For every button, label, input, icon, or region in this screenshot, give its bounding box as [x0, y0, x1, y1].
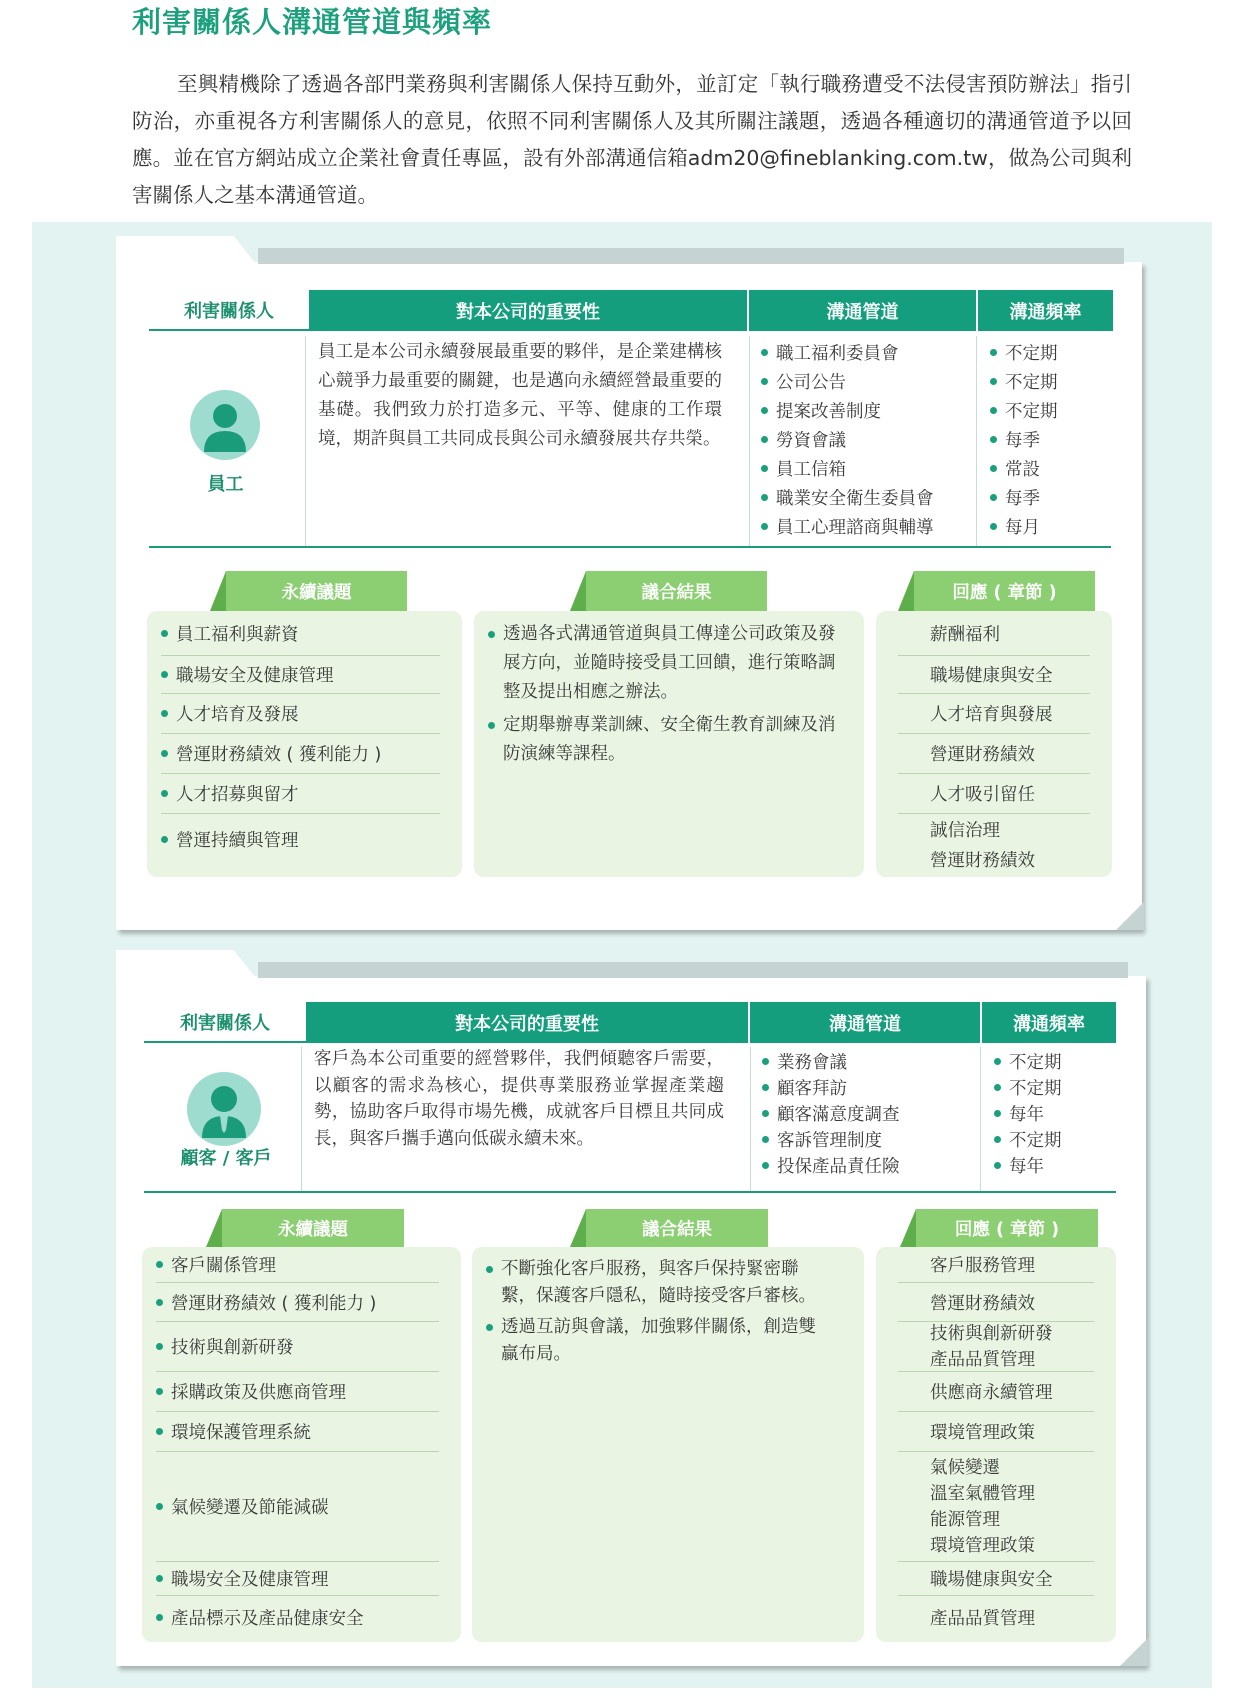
- response-item: 人才培育與發展: [898, 694, 1090, 734]
- response-group: [898, 1322, 1094, 1372]
- column-divider: [980, 1047, 981, 1191]
- channel-item: 勞資會議: [761, 425, 973, 454]
- header-importance: 對本公司的重要性: [306, 1002, 748, 1043]
- tab-wedge: [570, 1209, 586, 1247]
- column-divider: [305, 336, 306, 546]
- issues-box: [147, 611, 462, 877]
- frequency-item: 不定期: [994, 1048, 1114, 1074]
- issue-item: 營運持續與管理: [161, 814, 440, 864]
- row-divider: [144, 1191, 1116, 1193]
- channel-item: 顧客拜訪: [762, 1074, 976, 1100]
- channel-item: 顧客滿意度調查: [762, 1100, 976, 1126]
- response-item: 職場健康與安全: [898, 656, 1090, 694]
- page-title: 利害關係人溝通管道與頻率: [132, 5, 493, 39]
- channel-item: 員工信箱: [761, 454, 973, 483]
- channel-list: [762, 1048, 976, 1178]
- issue-item: 環境保護管理系統: [156, 1412, 439, 1452]
- importance-text: 員工是本公司永續發展最重要的夥伴，是企業建構核心競爭力最重要的關鍵，也是邁向永續經營最重要的基礎。我們致力於打造多元、平等、健康的工作環境，期許與員工共同成長與公司永續發展共存共榮。: [318, 342, 722, 449]
- frequency-item: 不定期: [990, 367, 1110, 396]
- row-divider: [149, 546, 1111, 548]
- response-item: 營運財務績效: [898, 1283, 1094, 1322]
- response-item: 誠信治理: [930, 820, 1000, 841]
- issues-box: [142, 1247, 461, 1642]
- response-item: 環境管理政策: [930, 1535, 1035, 1556]
- response-tab: 回應 ( 章節 ): [916, 1209, 1098, 1247]
- issue-item: 營運財務績效 ( 獲利能力 ): [156, 1283, 439, 1322]
- response-item: 技術與創新研發: [930, 1323, 1053, 1344]
- header-channel: 溝通管道: [749, 290, 976, 331]
- frequency-item: 每月: [990, 512, 1110, 541]
- channel-item: 客訴管理制度: [762, 1126, 976, 1152]
- channel-item: 公司公告: [761, 367, 973, 396]
- response-item: 營運財務績效: [930, 850, 1035, 871]
- response-item: 薪酬福利: [898, 611, 1090, 656]
- frequency-item: 常設: [990, 454, 1110, 483]
- card-tab-strip: [258, 962, 1128, 978]
- channel-item: 員工心理諮商與輔導: [761, 512, 973, 541]
- header-importance: 對本公司的重要性: [309, 290, 747, 331]
- intro-paragraph: 至興精機除了透過各部門業務與利害關係人保持互動外，並訂定「執行職務遭受不法侵害預防辦法」指引防治，亦重視各方利害關係人的意見，依照不同利害關係人及其所關注議題，透過各種適切的溝通管道予以回應。並在官方網站成立企業社會責任專區，設有外部溝通信箱adm20@fineblanking.com.tw，做為公司與利害關係人之基本溝通管道。: [132, 72, 1132, 207]
- response-item: 能源管理: [930, 1509, 1000, 1530]
- results-tab: 議合結果: [586, 1209, 768, 1247]
- channel-item: 提案改善制度: [761, 396, 973, 425]
- channel-item: 職業安全衛生委員會: [761, 483, 973, 512]
- response-item: 營運財務績效: [898, 734, 1090, 774]
- issue-item: 職場安全及健康管理: [161, 656, 440, 694]
- person-icon: [190, 390, 260, 460]
- importance-text: 客戶為本公司重要的經營夥伴，我們傾聽客戶需要，以顧客的需求為核心，提供專業服務並掌握產業趨勢，協助客戶取得市場先機，成就客戶目標且共同成長，與客戶攜手邁向低碳永續未來。: [314, 1049, 724, 1149]
- response-item: 供應商永續管理: [898, 1372, 1094, 1412]
- business-person-icon: [187, 1072, 261, 1146]
- issue-item: 技術與創新研發: [156, 1322, 439, 1372]
- issue-item: 產品標示及產品健康安全: [156, 1596, 439, 1638]
- header-frequency: 溝通頻率: [982, 1002, 1116, 1043]
- issue-item: 氣候變遷及節能減碳: [156, 1452, 439, 1562]
- card-fold: [1116, 902, 1144, 930]
- frequency-list: [994, 1048, 1114, 1178]
- channel-list: [761, 338, 973, 541]
- card-tab: [116, 950, 256, 978]
- column-divider: [750, 1047, 751, 1191]
- issue-item: 人才招募與留才: [161, 774, 440, 814]
- issue-item: 職場安全及健康管理: [156, 1562, 439, 1596]
- tab-wedge: [210, 571, 226, 611]
- channel-item: 業務會議: [762, 1048, 976, 1074]
- response-item: 客戶服務管理: [898, 1247, 1094, 1283]
- issue-item: 員工福利與薪資: [161, 611, 440, 656]
- results-tab: 議合結果: [586, 571, 767, 611]
- response-item: 環境管理政策: [898, 1412, 1094, 1452]
- frequency-item: 每年: [994, 1152, 1114, 1178]
- frequency-item: 每季: [990, 425, 1110, 454]
- frequency-item: 不定期: [994, 1074, 1114, 1100]
- stakeholder-label: 顧客 / 客戶: [180, 1148, 272, 1169]
- frequency-item: 不定期: [994, 1126, 1114, 1152]
- response-item: 氣候變遷: [930, 1457, 1000, 1478]
- frequency-list: [990, 338, 1110, 541]
- tab-wedge: [206, 1209, 222, 1247]
- column-divider: [301, 1047, 302, 1191]
- response-item: 產品品質管理: [930, 1608, 1035, 1629]
- response-box: [876, 1247, 1116, 1642]
- results-text: [486, 1256, 830, 1368]
- header-frequency: 溝通頻率: [978, 290, 1113, 331]
- card-tab-strip: [258, 248, 1124, 264]
- tab-wedge: [900, 1209, 916, 1247]
- response-box: [876, 611, 1112, 877]
- card-tab: [116, 236, 256, 264]
- frequency-item: 不定期: [990, 396, 1110, 425]
- results-text: [488, 620, 846, 769]
- result-item: 不斷強化客戶服務，與客戶保持緊密聯繫，保護客戶隱私，隨時接受客戶審核。: [486, 1256, 830, 1310]
- header-channel: 溝通管道: [750, 1002, 980, 1043]
- card-fold: [1120, 1638, 1148, 1666]
- tab-wedge: [570, 571, 586, 611]
- response-item: 人才吸引留任: [898, 774, 1090, 814]
- header-stakeholder: 利害關係人: [144, 1002, 306, 1043]
- channel-item: 投保產品責任險: [762, 1152, 976, 1178]
- frequency-item: 每季: [990, 483, 1110, 512]
- response-item: 職場健康與安全: [898, 1562, 1094, 1596]
- frequency-item: 不定期: [990, 338, 1110, 367]
- frequency-item: 每年: [994, 1100, 1114, 1126]
- issues-tab: 永續議題: [226, 571, 407, 611]
- issue-item: 採購政策及供應商管理: [156, 1372, 439, 1412]
- channel-item: 職工福利委員會: [761, 338, 973, 367]
- issue-item: 人才培育及發展: [161, 694, 440, 734]
- stakeholder-label: 員工: [207, 474, 244, 495]
- column-divider: [749, 336, 750, 546]
- response-item: 產品品質管理: [930, 1349, 1035, 1370]
- issue-item: 營運財務績效 ( 獲利能力 ): [161, 734, 440, 774]
- header-stakeholder: 利害關係人: [149, 290, 309, 331]
- result-item: 透過各式溝通管道與員工傳達公司政策及發展方向，並隨時接受員工回饋，進行策略調整及提出相應之辦法。: [488, 620, 846, 707]
- response-item: 溫室氣體管理: [930, 1483, 1035, 1504]
- result-item: 透過互訪與會議，加強夥伴關係，創造雙贏布局。: [486, 1314, 830, 1368]
- result-item: 定期舉辦專業訓練、安全衛生教育訓練及消防演練等課程。: [488, 711, 846, 769]
- response-tab: 回應 ( 章節 ): [914, 571, 1095, 611]
- issues-tab: 永續議題: [222, 1209, 404, 1247]
- response-group: [898, 1452, 1094, 1562]
- column-divider: [976, 336, 977, 546]
- tab-wedge: [898, 571, 914, 611]
- issue-item: 客戶關係管理: [156, 1247, 439, 1283]
